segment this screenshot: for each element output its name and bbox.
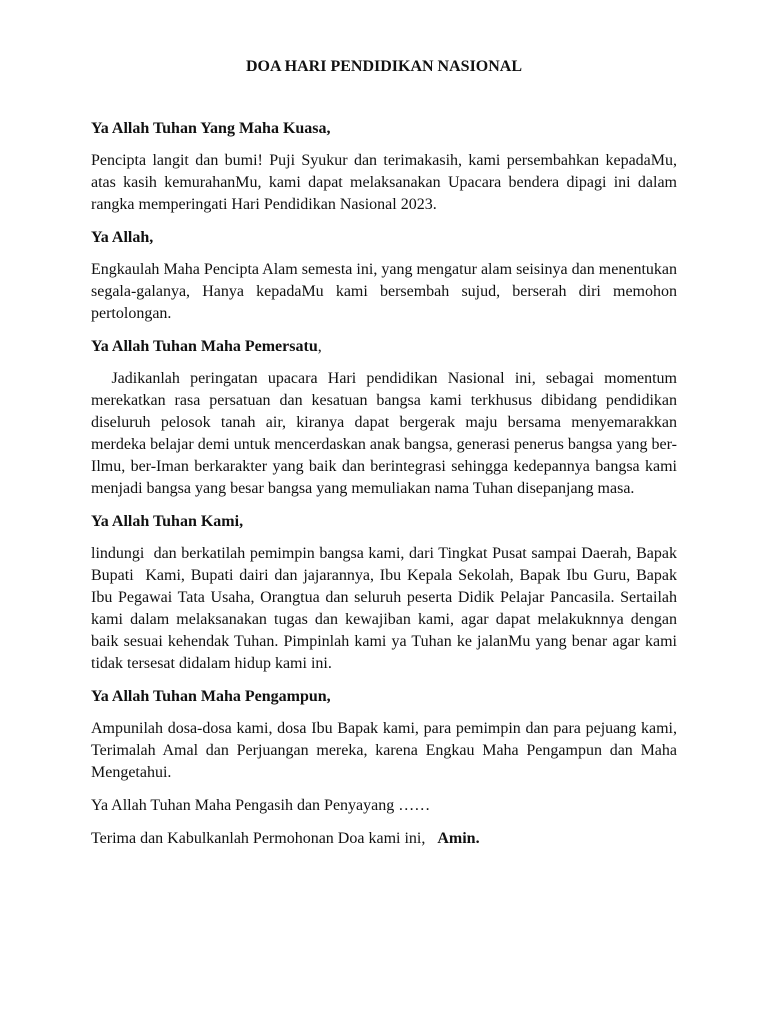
section-heading-comma: , bbox=[317, 338, 322, 355]
document-title: DOA HARI PENDIDIKAN NASIONAL bbox=[245, 58, 523, 75]
section-heading: Ya Allah Tuhan Yang Maha Kuasa, bbox=[91, 120, 331, 137]
final-line-text: Terima dan Kabulkanlah Permohonan Doa kami ini, bbox=[91, 830, 426, 847]
section-heading bbox=[91, 336, 677, 358]
section-paragraph bbox=[91, 368, 677, 500]
section-paragraph-text: Jadikanlah peringatan upacara Hari pendidikan Nasional ini, sebagai momentum merekatkan rasa persatuan dan kesatuan bangsa kami terkhusus dibidang pendidikan diseluruh pelosok tanah air, kiranya dapat bergerak maju bersama menyemarakkan merdeka belajar demi untuk mencerdaskan anak bangsa, generasi penerus bangsa yang ber-Ilmu, ber-Iman berkarakter yang baik dan berintegrasi sehingga kedepannya bangsa kami menjadi bangsa yang besar bangsa yang memuliakan nama Tuhan disepanjang masa. bbox=[91, 370, 678, 497]
section-paragraph: Engkaulah Maha Pencipta Alam semesta ini, yang mengatur alam seisinya dan menentukan segala-galanya, Hanya kepadaMu kami bersembah sujud, berserah diri memohon pertolongan. bbox=[91, 261, 677, 322]
section-heading: Ya Allah, bbox=[91, 229, 154, 246]
section-paragraph: Ampunilah dosa-dosa kami, dosa Ibu Bapak kami, para pemimpin dan para pejuang kami, Terimalah Amal dan Perjuangan mereka, karena Engkau Maha Pengampun dan Maha Mengetahui. bbox=[91, 720, 677, 781]
amin-text: Amin. bbox=[437, 830, 480, 847]
section-heading: Ya Allah Tuhan Kami, bbox=[91, 513, 244, 530]
section-heading: Ya Allah Tuhan Maha Pengampun, bbox=[91, 688, 331, 705]
final-line bbox=[91, 828, 677, 850]
section-heading-text: Ya Allah Tuhan Maha Pemersatu bbox=[91, 338, 318, 355]
section-paragraph: Pencipta langit dan bumi! Puji Syukur dan terimakasih, kami persembahkan kepadaMu, atas kasih kemurahanMu, kami dapat melaksanakan Upacara bendera dipagi ini dalam rangka memperingati Hari Pendidikan Nasional 2023. bbox=[91, 152, 677, 213]
closing-line: Ya Allah Tuhan Maha Pengasih dan Penyayang …… bbox=[91, 797, 431, 814]
document-body bbox=[91, 56, 681, 850]
section-paragraph: lindungi dan berkatilah pemimpin bangsa kami, dari Tingkat Pusat sampai Daerah, Bapak Bupati Kami, Bupati dairi dan jajarannya, Ibu Kepala Sekolah, Bapak Ibu Guru, Bapak Ibu Pegawai Tata Usaha, Orangtua dan seluruh peserta Didik Pelajar Pancasila. Sertailah kami dalam melaksanakan tugas dan kewajiban kami, agar dapat melakuknnya dengan baik sesuai kehendak Tuhan. Pimpinlah kami ya Tuhan ke jalanMu yang benar agar kami tidak tersesat didalam hidup kami ini. bbox=[91, 545, 681, 672]
